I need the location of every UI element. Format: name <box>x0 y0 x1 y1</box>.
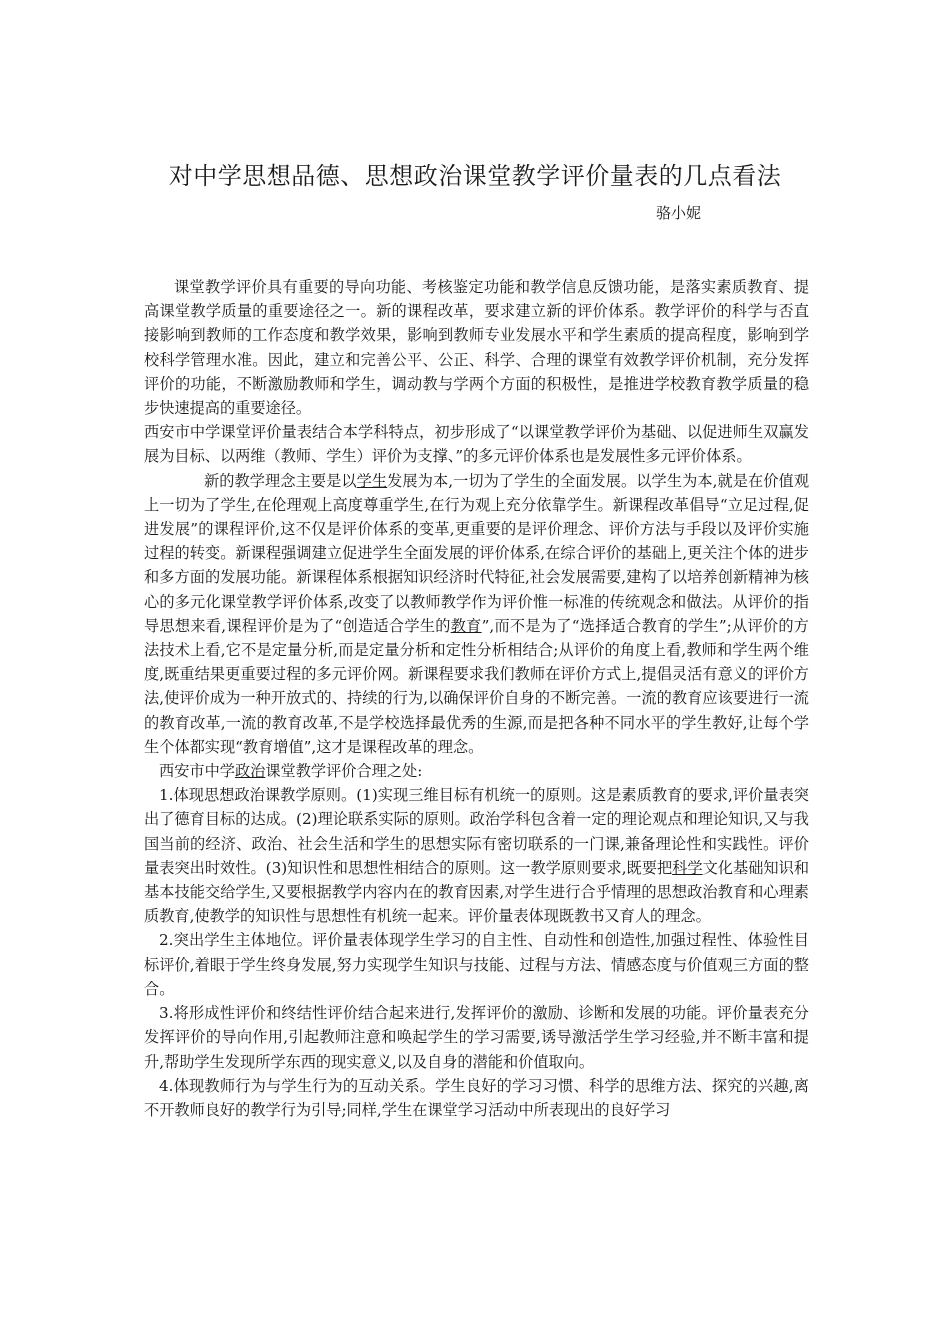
text-segment: 课堂教学评价合理之处: <box>265 762 423 781</box>
list-item-4: 4.体现教师行为与学生行为的互动关系。学生良好的学习习惯、科学的思维方法、探究的兴趣,离不开教师良好的教学行为引导;同样,学生在课堂学习活动中所表现出的良好学习 <box>144 1076 809 1119</box>
paragraph-teaching-concept <box>144 469 809 759</box>
author-name: 骆小妮 <box>656 204 702 222</box>
list-item-3: 3.将形成性评价和终结性评价结合起来进行,发挥评价的激励、诊断和发展的功能。评价量表充分发挥评价的导向作用,引起教师注意和唤起学生的学习需要,诱导激活学生学习经验,并不断丰富和提升,帮助学生发现所学东西的现实意义,以及自身的潜能和价值取向。 <box>144 1004 809 1071</box>
paragraph-reasonable-points <box>144 759 809 783</box>
text-segment: 文化基础知识和基本技能交给学生,又要根据教学内容内在的教育因素,对学生进行合乎情理的思想政治教育和心理素质教育,使教学的知识性与思想性有机统一起来。评价量表体现既教书又育人的理念。 <box>144 858 810 926</box>
link-education[interactable]: 教育 <box>450 616 482 635</box>
text-segment: 发展为本,一切为了学生的全面发展。以学生为本,就是在价值观上一切为了学生,在伦理观上高度尊重学生,在行为观上充分依靠学生。新课程改革倡导“立足过程,促进发展”的课程评价,这不仅是评价体系的变革,更重要的是评价理念、评价方法与手段以及评价实施过程的转变。新课程强调建立促进学生全面发展的评价体系,在综合评价的基础上,更关注个体的进步和多方面的发展功能。新课程体系根据知识经济时代特征,社会发展需要,建构了以培养创新精神为核心的多元化课堂教学评价体系,改变了以教师教学作为评价惟一标准的传统观念和做法。从评价的指导思想来看,课程评价是为了“创造适合学生的 <box>144 471 810 635</box>
document-body <box>144 275 809 1122</box>
link-science[interactable]: 科学 <box>672 858 703 877</box>
link-student[interactable]: 学生 <box>356 471 388 490</box>
paragraph-intro: 课堂教学评价具有重要的导向功能、考核鉴定功能和教学信息反馈功能，是落实素质教育、提高课堂教学质量的重要途径之一。新的课程改革，要求建立新的评价体系。教学评价的科学与否直接影响到教师的工作态度和教学效果，影响到教师专业发展水平和学生素质的提高程度，影响到学校科学管理水准。因此，建立和完善公平、公正、科学、合理的课堂有效教学评价机制，充分发挥评价的功能，不断激励教师和学生，调动教与学两个方面的积极性，是推进学校教育教学质量的稳步快速提高的重要途径。 <box>144 278 809 418</box>
document-title: 对中学思想品德、思想政治课堂教学评价量表的几点看法 <box>168 162 782 190</box>
link-politics[interactable]: 政治 <box>234 762 266 781</box>
list-item-1 <box>144 783 809 928</box>
paragraph-xian-scale: 西安市中学课堂评价量表结合本学科特点，初步形成了“以课堂教学评价为基础、以促进师生双赢发展为目标、以两维（教师、学生）评价为支撑、”的多元评价体系也是发展性多元评价体系。 <box>144 423 809 466</box>
list-item-2: 2.突出学生主体地位。评价量表体现学生学习的自主性、自动性和创造性,加强过程性、体验性目标评价,着眼于学生终身发展,努力实现学生知识与技能、过程与方法、情感态度与价值观三方面的整合。 <box>144 931 809 998</box>
text-segment: 西安市中学 <box>159 762 235 781</box>
text-segment: ”,而不是为了“选择适合教育的学生”;从评价的方法技术上看,它不是定量分析,而是定量分析和定性分析相结合;从评价的角度上看,教师和学生两个维度,既重结果更重要过程的多元评价网。新课程要求我们教师在评价方式上,提倡灵活有意义的评价方法,使评价成为一种开放式的、持续的行为,以确保评价自身的不断完善。一流的教育应该要进行一流的教育改革,一流的教育改革,不是学校选择最优秀的生源,而是把各种不同水平的学生教好,让每个学生个体都实现“教育增值”,这才是课程改革的理念。 <box>144 616 809 756</box>
text-segment: 新的教学理念主要是以 <box>204 471 357 490</box>
text-segment: 1.体现思想政治课教学原则。(1)实现三维目标有机统一的原则。这是素质教育的要求,评价量表突出了德育目标的达成。(2)理论联系实际的原则。政治学科包含着一定的理论观点和理论知识,又与我国当前的经济、政治、社会生活和学生的思想实际有密切联系的一门课,兼备理论性和实践性。评价量表突出时效性。(3)知识性和思想性相结合的原则。这一教学原则要求,既要把 <box>144 786 809 877</box>
